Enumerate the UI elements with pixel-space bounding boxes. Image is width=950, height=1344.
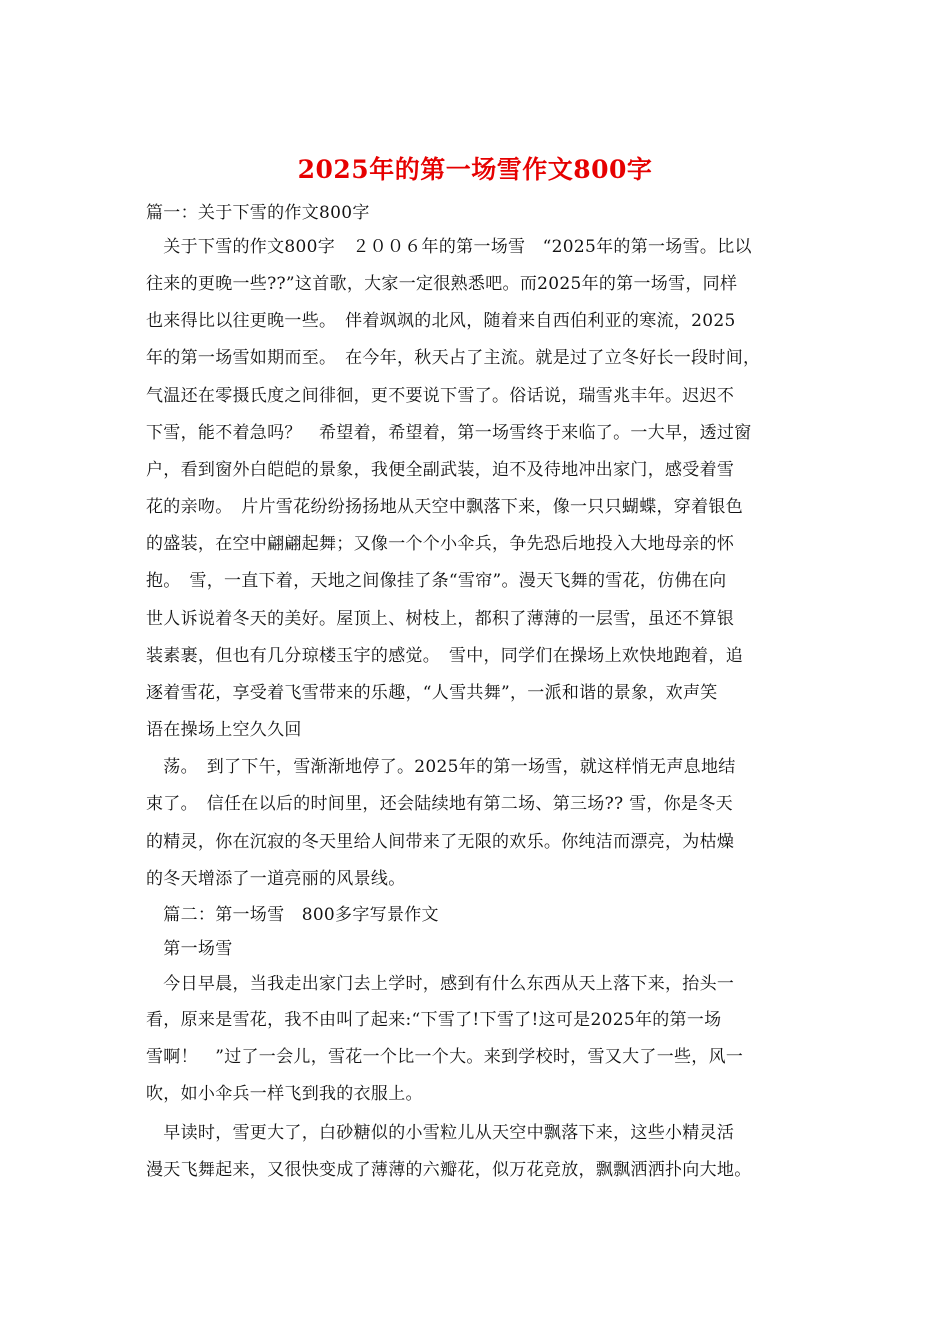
body-line: 关于下雪的作文800字 ２００６年的第一场雪 “2025年的第一场雪。比以 <box>146 237 752 257</box>
body-line: 荡。 到了下午，雪渐渐地停了。2025年的第一场雪，就这样悄无声息地结 <box>146 757 736 777</box>
body-line: 束了。 信任在以后的时间里，还会陆续地有第二场、第三场?? 雪，你是冬天 <box>146 794 733 814</box>
body-line: 漫天飞舞起来，又很快变成了薄薄的六瓣花，似万花竞放，飘飘洒洒扑向大地。 <box>146 1160 752 1180</box>
body-line: 雪啊！ ”过了一会儿，雪花一个比一个大。来到学校时，雪又大了一些，风一 <box>146 1047 744 1067</box>
body-line: 往来的更晚一些??”这首歌，大家一定很熟悉吧。而2025年的第一场雪，同样 <box>146 274 738 294</box>
section-heading-1: 篇一：关于下雪的作文800字 <box>146 203 370 223</box>
section-heading-2: 篇二：第一场雪 800多字写景作文 <box>146 905 439 925</box>
body-line: 气温还在零摄氏度之间徘徊，更不要说下雪了。俗话说，瑞雪兆丰年。迟迟不 <box>146 386 735 406</box>
body-line: 看，原来是雪花，我不由叫了起来:“下雪了!下雪了!这可是2025年的第一场 <box>146 1010 722 1030</box>
body-line: 也来得比以往更晚一些。 伴着飒飒的北风，随着来自西伯利亚的寒流，2025 <box>146 311 736 331</box>
body-line: 下雪，能不着急吗？ 希望着，希望着，第一场雪终于来临了。一大早，透过窗 <box>146 423 752 443</box>
body-line: 年的第一场雪如期而至。 在今年，秋天占了主流。就是过了立冬好长一段时间， <box>146 348 761 368</box>
body-line: 早读时，雪更大了，白砂糖似的小雪粒儿从天空中飘落下来，这些小精灵活 <box>146 1123 735 1143</box>
body-line: 世人诉说着冬天的美好。屋顶上、树枝上，都积了薄薄的一层雪，虽还不算银 <box>146 609 735 629</box>
body-line: 的盛装，在空中翩翩起舞；又像一个个小伞兵，争先恐后地投入大地母亲的怀 <box>146 534 735 554</box>
body-line: 装素裹，但也有几分琼楼玉宇的感觉。 雪中，同学们在操场上欢快地跑着，追 <box>146 646 743 666</box>
body-line: 花的亲吻。 片片雪花纷纷扬扬地从天空中飘落下来，像一只只蝴蝶，穿着银色 <box>146 497 743 517</box>
subtitle-line: 第一场雪 <box>146 939 233 959</box>
body-line: 今日早晨，当我走出家门去上学时，感到有什么东西从天上落下来，抬头一 <box>146 974 735 994</box>
body-line: 逐着雪花，享受着飞雪带来的乐趣，“人雪共舞”，一派和谐的景象，欢声笑 <box>146 683 718 703</box>
body-line: 抱。 雪，一直下着，天地之间像挂了条“雪帘”。漫天飞舞的雪花，仿佛在向 <box>146 571 727 591</box>
body-line: 户，看到窗外白皑皑的景象，我便全副武装，迫不及待地冲出家门，感受着雪 <box>146 460 735 480</box>
body-line: 语在操场上空久久回 <box>146 720 302 740</box>
document-title: 2025年的第一场雪作文800字 <box>297 155 653 184</box>
body-line: 的精灵，你在沉寂的冬天里给人间带来了无限的欢乐。你纯洁而漂亮，为枯燥 <box>146 832 735 852</box>
body-line: 吹，如小伞兵一样飞到我的衣服上。 <box>146 1084 423 1104</box>
body-line: 的冬天增添了一道亮丽的风景线。 <box>146 869 406 889</box>
